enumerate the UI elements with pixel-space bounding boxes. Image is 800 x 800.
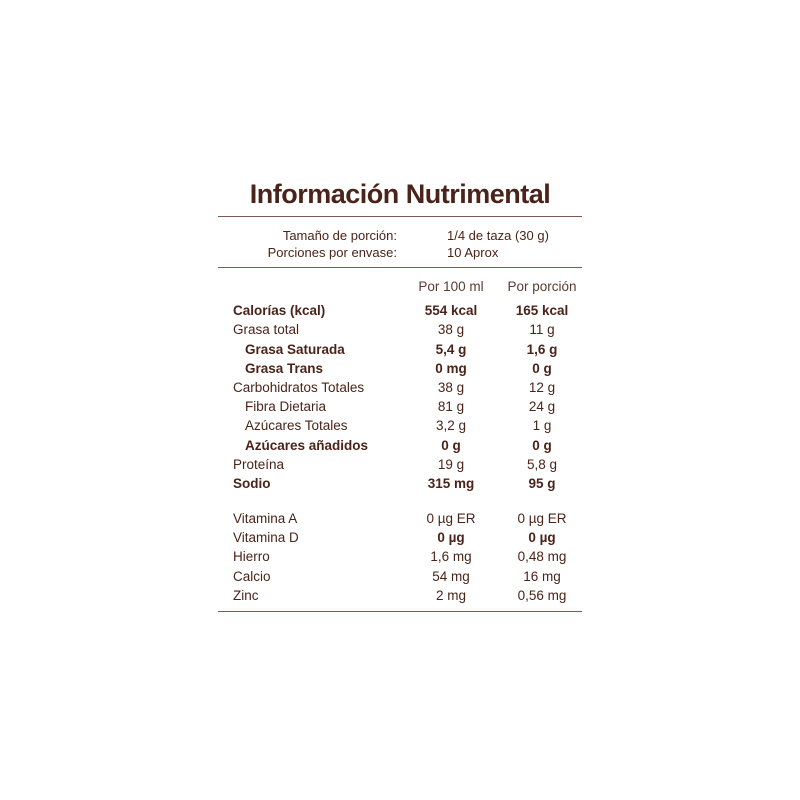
table-row <box>218 586 582 605</box>
table-row <box>218 359 582 378</box>
table-row <box>218 436 582 455</box>
micronutrient-per-100: 2 mg <box>435 587 466 603</box>
nutrient-name: Calorías (kcal) <box>233 303 326 319</box>
serving-size-row <box>218 227 582 244</box>
micronutrient-per-100: 0 µg <box>437 530 465 546</box>
nutrient-name: Grasa total <box>233 322 300 338</box>
page-title: Información Nutrimental <box>249 179 551 209</box>
table-row <box>218 320 582 339</box>
nutrient-name: Grasa Saturada <box>245 341 345 357</box>
nutrient-per-100: 554 kcal <box>424 303 478 319</box>
nutrient-table <box>218 268 582 605</box>
micronutrient-per-100: 54 mg <box>432 568 470 584</box>
serving-size-label: Tamaño de porción: <box>282 228 397 243</box>
nutrient-per-100: 3,2 g <box>435 418 467 434</box>
micronutrient-per-100: 0 µg ER <box>426 511 476 527</box>
portions-value: 10 Aprox <box>447 245 499 260</box>
serving-size-value: 1/4 de taza (30 g) <box>447 228 549 243</box>
nutrient-name: Carbohidratos Totales <box>233 379 365 395</box>
table-row <box>218 397 582 416</box>
table-row <box>218 455 582 474</box>
micronutrient-name: Vitamina A <box>233 511 298 527</box>
nutrient-name: Grasa Trans <box>245 360 324 376</box>
micronutrient-per-portion: 0,48 mg <box>517 549 567 565</box>
table-row <box>218 378 582 397</box>
table-row <box>218 528 582 547</box>
micronutrient-name: Vitamina D <box>233 530 299 546</box>
nutrient-per-100: 38 g <box>437 379 465 395</box>
nutrient-per-portion: 11 g <box>529 322 555 338</box>
table-row <box>218 340 582 359</box>
column-header-row <box>218 277 582 296</box>
table-row <box>218 567 582 586</box>
nutrient-per-100: 0 g <box>441 437 461 453</box>
table-row <box>218 301 582 320</box>
nutrient-per-100: 19 g <box>437 456 465 472</box>
nutrient-per-portion: 95 g <box>528 475 556 491</box>
nutrient-name: Azúcares añadidos <box>245 437 369 453</box>
nutrient-per-portion: 1,6 g <box>526 341 558 357</box>
micronutrient-per-portion: 0 µg <box>528 530 556 546</box>
micronutrient-name: Zinc <box>233 587 259 603</box>
table-row <box>218 547 582 566</box>
micronutrient-per-100: 1,6 mg <box>430 549 472 565</box>
nutrition-facts-panel <box>218 178 582 612</box>
nutrient-name: Fibra Dietaria <box>245 399 327 415</box>
portions-label: Porciones por envase: <box>267 245 397 260</box>
table-row <box>218 416 582 435</box>
section-spacer <box>218 493 582 509</box>
nutrient-per-portion: 5,8 g <box>526 456 558 472</box>
micronutrient-per-portion: 0,56 mg <box>517 587 567 603</box>
column-header-per-portion: Por porción <box>507 279 577 294</box>
nutrient-per-100: 5,4 g <box>435 341 467 357</box>
nutrient-name: Sodio <box>233 475 271 491</box>
nutrient-name: Azúcares Totales <box>245 418 348 434</box>
serving-info <box>218 217 582 267</box>
table-row <box>218 509 582 528</box>
nutrient-per-portion: 24 g <box>528 399 556 415</box>
bottom-divider <box>218 611 582 612</box>
micronutrient-name: Calcio <box>233 568 271 584</box>
micronutrient-per-portion: 0 µg ER <box>517 511 567 527</box>
nutrient-per-portion: 0 g <box>532 360 552 376</box>
table-row <box>218 474 582 493</box>
micronutrient-name: Hierro <box>233 549 270 565</box>
nutrient-per-portion: 12 g <box>528 379 556 395</box>
nutrient-per-portion: 0 g <box>532 437 552 453</box>
nutrient-per-portion: 1 g <box>532 418 552 434</box>
nutrient-per-100: 0 mg <box>435 360 467 376</box>
portions-row <box>218 244 582 261</box>
column-header-blank <box>218 277 400 296</box>
column-header-per-100: Por 100 ml <box>418 279 484 294</box>
nutrient-per-100: 81 g <box>437 399 465 415</box>
nutrient-per-100: 315 mg <box>427 475 475 491</box>
nutrient-per-portion: 165 kcal <box>515 303 569 319</box>
micronutrient-per-portion: 16 mg <box>523 568 561 584</box>
nutrient-name: Proteína <box>233 456 285 472</box>
nutrient-per-100: 38 g <box>437 322 465 338</box>
